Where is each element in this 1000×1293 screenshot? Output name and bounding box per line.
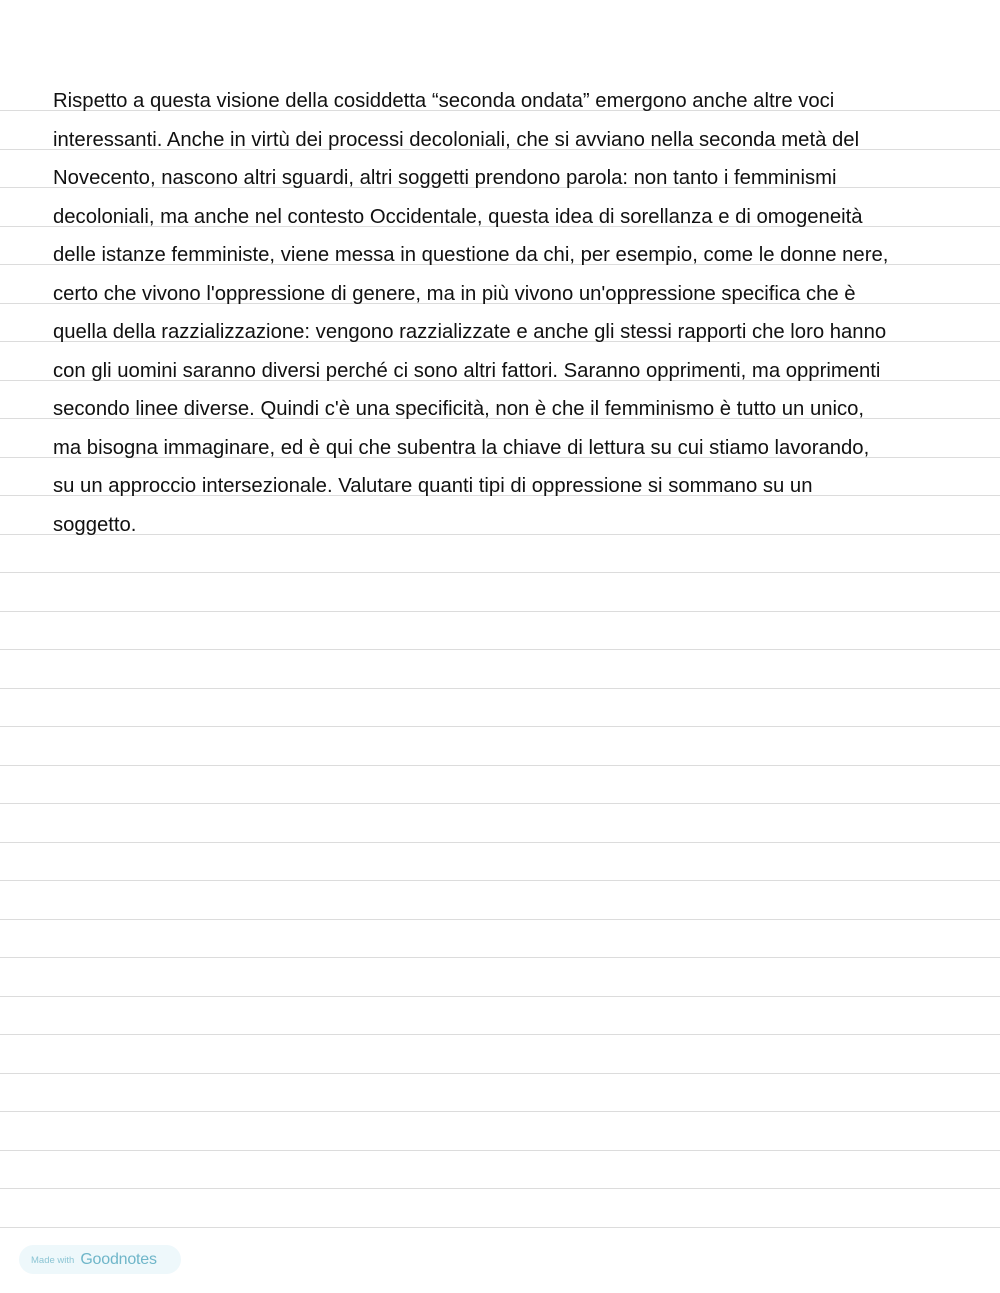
ruled-line [0, 996, 1000, 997]
badge-prefix: Made with [31, 1254, 75, 1266]
text-line: interessanti. Anche in virtù dei processi decoloniali, che si avviano nella seconda metà del [53, 128, 860, 151]
text-line: decoloniali, ma anche nel contesto Occidentale, questa idea di sorellanza e di omogeneità [53, 205, 863, 228]
ruled-line [0, 957, 1000, 958]
ruled-line [0, 1111, 1000, 1112]
ruled-line [0, 842, 1000, 843]
made-with-goodnotes-badge[interactable] [19, 1245, 181, 1274]
ruled-line [0, 726, 1000, 727]
ruled-line [0, 1150, 1000, 1151]
text-line: secondo linee diverse. Quindi c'è una specificità, non è che il femminismo è tutto un unico, [53, 398, 865, 420]
ruled-line [0, 649, 1000, 650]
goodnotes-logo: Goodnotes [80, 1250, 157, 1268]
text-line: su un approccio intersezionale. Valutare quanti tipi di oppressione si sommano su un [53, 475, 813, 497]
ruled-line [0, 1188, 1000, 1189]
note-text [53, 87, 973, 549]
text-line: ma bisogna immaginare, ed è qui che subentra la chiave di lettura su cui stiamo lavorando, [53, 436, 870, 459]
text-line: certo che vivono l'oppressione di genere, ma in più vivono un'oppressione specifica che è [53, 282, 856, 305]
text-line: delle istanze femministe, viene messa in questione da chi, per esempio, come le donne nere, [53, 244, 889, 266]
text-line: Rispetto a questa visione della cosiddetta “seconda ondata” emergono anche altre voci [53, 90, 835, 112]
ruled-line [0, 880, 1000, 881]
text-line: quella della razzializzazione: vengono razzializzate e anche gli stessi rapporti che loro hanno [53, 321, 887, 343]
ruled-line [0, 572, 1000, 573]
ruled-line [0, 1073, 1000, 1074]
text-line: Novecento, nascono altri sguardi, altri soggetti prendono parola: non tanto i femminismi [53, 167, 837, 189]
ruled-line [0, 1034, 1000, 1035]
ruled-line [0, 919, 1000, 920]
ruled-line [0, 803, 1000, 804]
ruled-line [0, 688, 1000, 689]
ruled-line [0, 1227, 1000, 1228]
ruled-line [0, 765, 1000, 766]
text-line: con gli uomini saranno diversi perché ci sono altri fattori. Saranno opprimenti, ma opprimenti [53, 359, 881, 382]
ruled-line [0, 611, 1000, 612]
text-line: soggetto. [53, 513, 137, 536]
